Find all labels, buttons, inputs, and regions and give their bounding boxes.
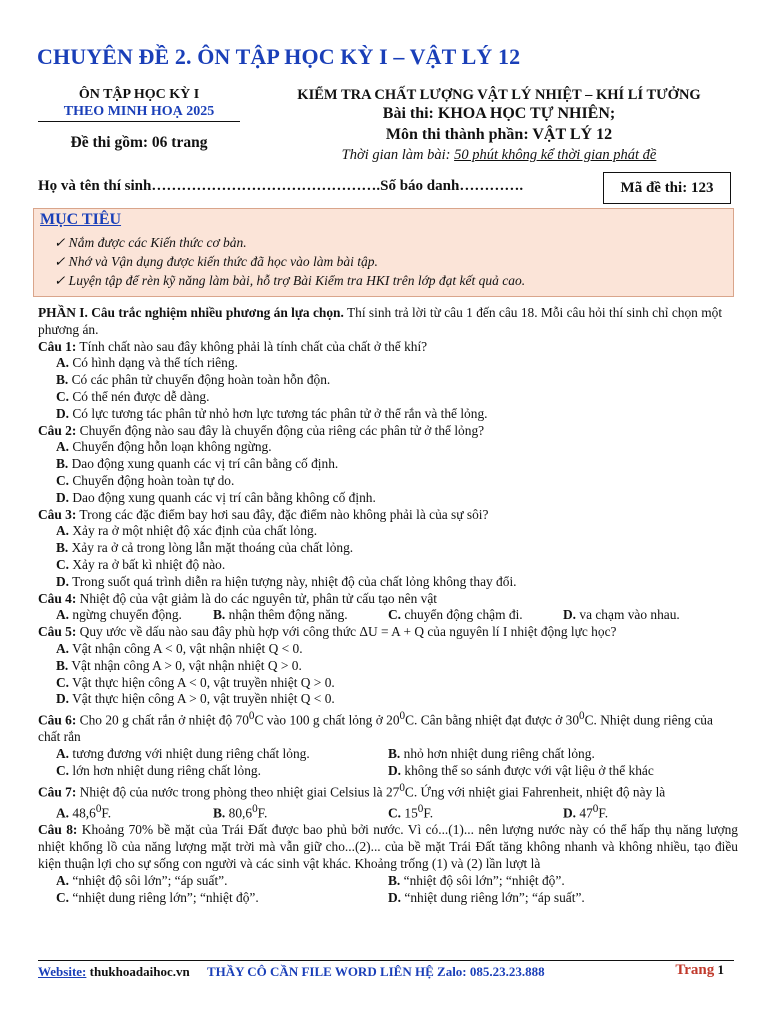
option-8a[interactable]: A. “nhiệt độ sôi lớn”; “áp suất”. [56, 872, 228, 888]
objective-item: ✓ Nhớ và Vận dụng được kiến thức đã học vào làm bài tập. [54, 254, 378, 269]
option-8d[interactable]: D. “nhiệt dung riêng lớn”; “áp suất”. [388, 889, 585, 905]
option-1b[interactable]: B. Có các phân tử chuyển động hoàn toàn hỗn độn. [56, 372, 331, 388]
exam-subject: Bài thi: KHOA HỌC TỰ NHIÊN; [382, 105, 616, 122]
part-heading: PHẦN I. Câu trắc nghiệm nhiều phương án lựa chọn. Thí sinh trả lời từ câu 1 đến câu 18. Mỗi câu hỏi thí sinh chỉ chọn một phương án. [38, 305, 723, 337]
candidate-info-line: Họ và tên thí sinh……………………………………….Số báo danh…………. [38, 178, 524, 194]
exam-code-box: Mã đề thi: 123 [603, 172, 731, 204]
option-1c[interactable]: C. Có thể nén được dễ dàng. [56, 388, 210, 404]
option-7c[interactable]: C. $15^0F$. [388, 803, 434, 821]
option-5a[interactable]: A. Vật nhận công A < 0, vật nhận nhiệt Q < 0. [56, 640, 303, 656]
option-4b[interactable]: B. nhận thêm động năng. [213, 607, 348, 623]
question-4: Câu 4: Nhiệt độ của vật giảm là do các nguyên tử, phân tử cấu tạo nên vật [38, 590, 438, 606]
option-3d[interactable]: D. Trong suốt quá trình diễn ra hiện tượng này, nhiệt độ của chất lỏng không thay đổi. [56, 573, 517, 589]
question-1: Câu 1: Tính chất nào sau đây không phải là tính chất của chất ở thể khí? [38, 338, 428, 354]
option-6a[interactable]: A. tương đương với nhiệt dung riêng chất lỏng. [56, 746, 310, 762]
question-2: Câu 2: Chuyển động nào sau đây là chuyển động của riêng các phân tử ở thể lỏng? [38, 422, 485, 438]
option-2d[interactable]: D. Dao động xung quanh các vị trí cân bằng không cố định. [56, 489, 376, 505]
option-5c[interactable]: C. Vật thực hiện công A < 0, vật truyền nhiệt Q > 0. [56, 674, 335, 690]
header-right-block [250, 86, 748, 164]
question-3: Câu 3: Trong các đặc điểm bay hơi sau đây, đặc điểm nào không phải là của sự sôi? [38, 506, 489, 522]
option-5d[interactable]: D. Vật thực hiện công A > 0, vật truyền nhiệt Q < 0. [56, 691, 335, 707]
objectives-title: MỤC TIÊU [40, 211, 122, 228]
option-1d[interactable]: D. Có lực tương tác phân tử nhỏ hơn lực tương tác phân tử ở thể rắn và thể lỏng. [56, 405, 488, 421]
page-count-label: Đề thi gồm: 06 trang [70, 134, 208, 151]
option-2a[interactable]: A. Chuyển động hỗn loạn không ngừng. [56, 439, 272, 455]
options-row-8b [38, 890, 738, 907]
objective-item: ✓ Luyện tập để rèn kỹ năng làm bài, hỗ trợ Bài Kiểm tra HKI trên lớp đạt kết quả cao. [54, 273, 526, 288]
option-3a[interactable]: A. Xảy ra ở một nhiệt độ xác định của chất lỏng. [56, 523, 318, 539]
options-row-6b [38, 763, 738, 780]
option-5b[interactable]: B. Vật nhận công A > 0, vật nhận nhiệt Q > 0. [56, 657, 302, 673]
option-4a[interactable]: A. ngừng chuyển động. [56, 607, 182, 623]
options-row-7 [38, 801, 738, 822]
contact-text: THẦY CÔ CẦN FILE WORD LIÊN HỆ Zalo: [206, 964, 467, 979]
website-link[interactable]: thukhoadaihoc.vn [86, 964, 190, 979]
phone-number: 085.23.23.888 [466, 964, 545, 979]
page-number: Trang 1 [675, 962, 724, 978]
exam-component: Môn thi thành phần: VẬT LÝ 12 [385, 126, 613, 143]
options-row-8a [38, 873, 738, 890]
option-7d[interactable]: D. $47^0F$. [563, 803, 609, 821]
footer-divider [38, 960, 734, 961]
option-2b[interactable]: B. Dao động xung quanh các vị trí cân bằng cố định. [56, 456, 339, 472]
document-title: CHUYÊN ĐỀ 2. ÔN TẬP HỌC KỲ I – VẬT LÝ 12 [37, 44, 521, 69]
question-6: Câu 6: Cho 20 g chất rắn ở nhiệt độ $70^0C$ vào 100 g chất lỏng ở $20^0C$. Cân bằng nhiệt đạt được ở $30^0C$. Nhiệt dung riêng của chất rắn [38, 710, 713, 745]
option-8b[interactable]: B. “nhiệt độ sôi lớn”; “nhiệt độ”. [388, 872, 565, 888]
option-7b[interactable]: B. 80,6$^0$F. [213, 803, 268, 821]
option-7a[interactable]: A. 48,6$^0$F. [56, 803, 112, 821]
exam-name: KIỂM TRA CHẤT LƯỢNG VẬT LÝ NHIỆT – KHÍ LÍ TƯỞNG [297, 87, 701, 103]
exam-duration: Thời gian làm bài: 50 phút không kể thời gian phát đề [341, 147, 657, 163]
option-4d[interactable]: D. va chạm vào nhau. [563, 607, 680, 623]
option-6b[interactable]: B. nhỏ hơn nhiệt dung riêng chất lỏng. [388, 746, 595, 762]
option-1a[interactable]: A. Có hình dạng và thể tích riêng. [56, 355, 238, 371]
question-8: Câu 8: Khoảng 70% bề mặt của Trái Đất được bao phủ bởi nước. Vì có...(1)... nên lượng nước này có thể hấp thụ năng lượng nhiệt khổng lồ của năng lượng mặt trời mà vẫn giữ cho...(2)... của bề mặt Trái Đất tăng không nhanh và không nhiều, tạo điều kiện thuận lợi cho sự sống con người và các sinh vật khác. Khoảng trống (1) và (2) lần lượt là [38, 822, 738, 871]
option-3c[interactable]: C. Xảy ra ở bất kì nhiệt độ nào. [56, 556, 226, 572]
objective-item: ✓ Nắm được các Kiến thức cơ bản. [54, 235, 247, 250]
header-left-block [38, 86, 240, 152]
question-7: Câu 7: Nhiệt độ của nước trong phòng theo nhiệt giai Celsius là $27^0C$. Ứng với nhiệt giai Fahrenheit, nhiệt độ này là [38, 781, 666, 800]
review-label: ÔN TẬP HỌC KỲ I [78, 87, 200, 102]
page-footer [38, 964, 734, 980]
option-6d[interactable]: D. không thể so sánh được với vật liệu ở thể khác [388, 762, 654, 778]
website-label: Website: [38, 964, 87, 979]
question-content [38, 305, 738, 906]
option-6c[interactable]: C. lớn hơn nhiệt dung riêng chất lỏng. [56, 762, 261, 778]
option-4c[interactable]: C. chuyển động chậm đi. [388, 607, 523, 623]
options-row-4 [38, 607, 738, 624]
option-3b[interactable]: B. Xảy ra ở cả trong lòng lẫn mặt thoáng của chất lỏng. [56, 540, 354, 556]
question-5: Câu 5: Quy ước về dấu nào sau đây phù hợp với công thức ΔU = A + Q của nguyên lí I nhiệt động lực học? [38, 624, 617, 640]
objectives-box [33, 208, 734, 297]
option-2c[interactable]: C. Chuyển động hoàn toàn tự do. [56, 472, 235, 488]
options-row-6a [38, 746, 738, 763]
option-8c[interactable]: C. “nhiệt dung riêng lớn”; “nhiệt độ”. [56, 889, 259, 905]
minh-hoa-label: THEO MINH HOẠ 2025 [38, 103, 240, 122]
